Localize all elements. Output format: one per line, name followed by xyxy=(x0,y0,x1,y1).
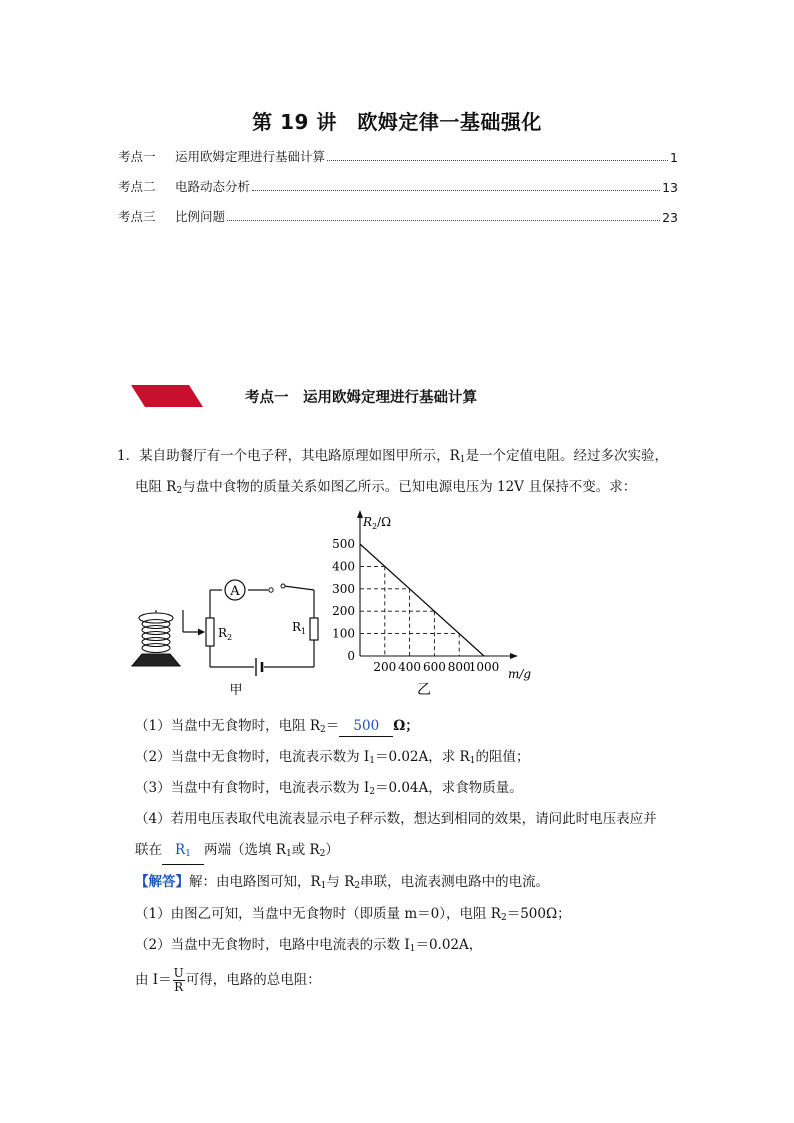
subscript: 2 xyxy=(319,849,326,859)
circuit-caption: 甲 xyxy=(229,683,243,698)
solution-line-3 xyxy=(135,935,482,959)
toc-num: 考点一 xyxy=(118,149,156,164)
subscript: 2 xyxy=(500,913,507,923)
toc-page: 1 xyxy=(670,150,678,165)
series-line xyxy=(360,544,484,656)
section-heading xyxy=(245,386,477,407)
sol-text: 串联，电流表测电路中的电流。 xyxy=(360,874,550,890)
sub-question-3 xyxy=(135,778,523,802)
q-text: （3）当盘中有食物时，电流表示数为 I xyxy=(135,780,370,796)
y-axis-label: $R_2/\Omega$ xyxy=(363,515,392,531)
subscript: 1 xyxy=(369,756,375,766)
toc-leader xyxy=(227,220,660,221)
q-text: ＝0.04A，求食物质量。 xyxy=(374,780,523,796)
q-text: 是一个定值电阻。经过多次实验， xyxy=(465,448,668,464)
ammeter-label: A xyxy=(230,584,240,599)
toc-label: 电路动态分析 xyxy=(175,179,251,194)
sub-question-4-line-2 xyxy=(135,840,339,865)
x-axis-label: m/g xyxy=(508,667,532,681)
subscript: 1 xyxy=(469,756,476,766)
circuit-diagram xyxy=(128,570,328,700)
sol-text: 解：由电路图可知，R xyxy=(189,874,321,890)
q-text: 两端（选填 R xyxy=(204,842,286,858)
fraction-denominator: R xyxy=(174,980,184,994)
solution-line-1 xyxy=(135,872,549,896)
answer-blank-1[interactable] xyxy=(339,716,393,737)
fraction xyxy=(173,967,185,994)
q-text: 联在 xyxy=(135,842,162,858)
sub-question-2 xyxy=(135,747,529,771)
switch-lever xyxy=(284,586,314,590)
y-tick-label: 400 xyxy=(332,559,355,574)
sol-text: ＝0.02A， xyxy=(415,937,483,953)
question-1-line-2 xyxy=(135,477,636,501)
subscript: 2 xyxy=(369,787,375,797)
y-tick-label: 300 xyxy=(332,581,355,596)
q-text: Ω； xyxy=(393,718,419,734)
q-text: 的阻值； xyxy=(475,749,530,765)
q-text: ） xyxy=(325,842,339,858)
toc-num: 考点二 xyxy=(118,179,156,194)
section-label: 运用欧姆定理进行基础计算 xyxy=(303,390,477,406)
q-text: ＝0.02A，求 R xyxy=(374,749,470,765)
sol-text: （1）由图乙可知，当盘中无食物时（即质量 m＝0），电阻 R xyxy=(135,906,501,922)
toc-item-2[interactable] xyxy=(118,175,678,195)
subscript: 1 xyxy=(185,849,191,859)
spring-scale-icon xyxy=(132,610,180,666)
sol-text: （2）当盘中无食物时，电路中电流表的示数 I xyxy=(135,937,410,953)
r1-label: $R_1$ xyxy=(292,620,307,636)
toc-num: 考点三 xyxy=(118,209,156,224)
x-tick-label: 800 xyxy=(447,660,471,674)
q-text: （4）若用电压表取代电流表显示电子秤示数，想达到相同的效果，请问此时电压表应并 xyxy=(135,811,657,827)
sol-text: 可得，电路的总电阻： xyxy=(185,972,321,988)
toc-page: 13 xyxy=(662,180,678,195)
toc-item-1[interactable] xyxy=(118,145,678,165)
sol-text: 由 I＝ xyxy=(135,972,172,988)
sub-question-1 xyxy=(135,716,419,740)
q-text: （2）当盘中无食物时，电流表示数为 I xyxy=(135,749,370,765)
x-tick-label: 200 xyxy=(373,660,397,674)
x-tick-label: 400 xyxy=(398,660,422,674)
subscript: 1 xyxy=(409,944,416,954)
x-tick-label: 600 xyxy=(422,660,446,674)
section-num: 考点一 xyxy=(245,390,289,406)
q-text: ＝ xyxy=(325,718,340,734)
resistor-r1 xyxy=(310,618,318,640)
solution-tag: 【解答】 xyxy=(135,874,189,890)
solution-line-2 xyxy=(135,904,571,928)
toc-leader xyxy=(327,160,668,161)
x-tick-label: 1000 xyxy=(468,660,500,674)
q-text: （1）当盘中无食物时，电阻 R xyxy=(135,718,321,734)
y-tick-label: 500 xyxy=(332,537,355,551)
sub-question-4-line-1 xyxy=(135,809,657,829)
question-number: 1． xyxy=(117,448,140,464)
q-text: 某自助餐厅有一个电子秤，其电路原理如图甲所示，R xyxy=(139,448,460,464)
answer-text: R xyxy=(175,842,186,858)
subscript: 2 xyxy=(354,881,361,891)
y-tick-label: 200 xyxy=(332,604,355,619)
toc-label: 运用欧姆定理进行基础计算 xyxy=(175,149,326,164)
fraction-numerator: U xyxy=(173,966,184,980)
toc-leader xyxy=(252,190,660,191)
toc-item-3[interactable] xyxy=(118,205,678,225)
page-title: 第 19 讲 欧姆定律一基础强化 xyxy=(252,110,542,134)
x-axis-arrow-icon xyxy=(510,653,518,659)
section-banner-shape xyxy=(131,385,203,407)
toc-page: 23 xyxy=(662,210,678,225)
question-1-line-1 xyxy=(117,446,668,470)
y-tick-label: 100 xyxy=(332,626,355,641)
subscript: 1 xyxy=(320,881,327,891)
slider-arrow-icon xyxy=(198,629,205,636)
subscript: 1 xyxy=(285,849,292,859)
answer-blank-4[interactable] xyxy=(162,840,204,865)
y-tick-label: 0 xyxy=(347,649,355,663)
q-text: 与盘中食物的质量关系如图乙所示。已知电源电压为 12V 且保持不变。求： xyxy=(182,479,637,495)
answer-text: 500 xyxy=(353,718,380,734)
solution-line-4 xyxy=(135,966,321,994)
r2-label: $R_2$ xyxy=(218,626,233,642)
subscript: 2 xyxy=(176,486,183,496)
toc-label: 比例问题 xyxy=(175,209,226,224)
chart-caption: 乙 xyxy=(417,682,431,698)
sol-text: ＝500Ω； xyxy=(506,906,571,922)
q-text: 电阻 R xyxy=(135,479,177,495)
subscript: 2 xyxy=(320,725,326,735)
resistance-mass-chart xyxy=(330,508,542,730)
sol-text: 与 R xyxy=(326,874,355,890)
switch-contact xyxy=(281,584,285,588)
resistor-r2 xyxy=(206,618,214,646)
switch-contact xyxy=(269,588,273,592)
q-text: 或 R xyxy=(291,842,320,858)
subscript: 1 xyxy=(459,455,466,465)
